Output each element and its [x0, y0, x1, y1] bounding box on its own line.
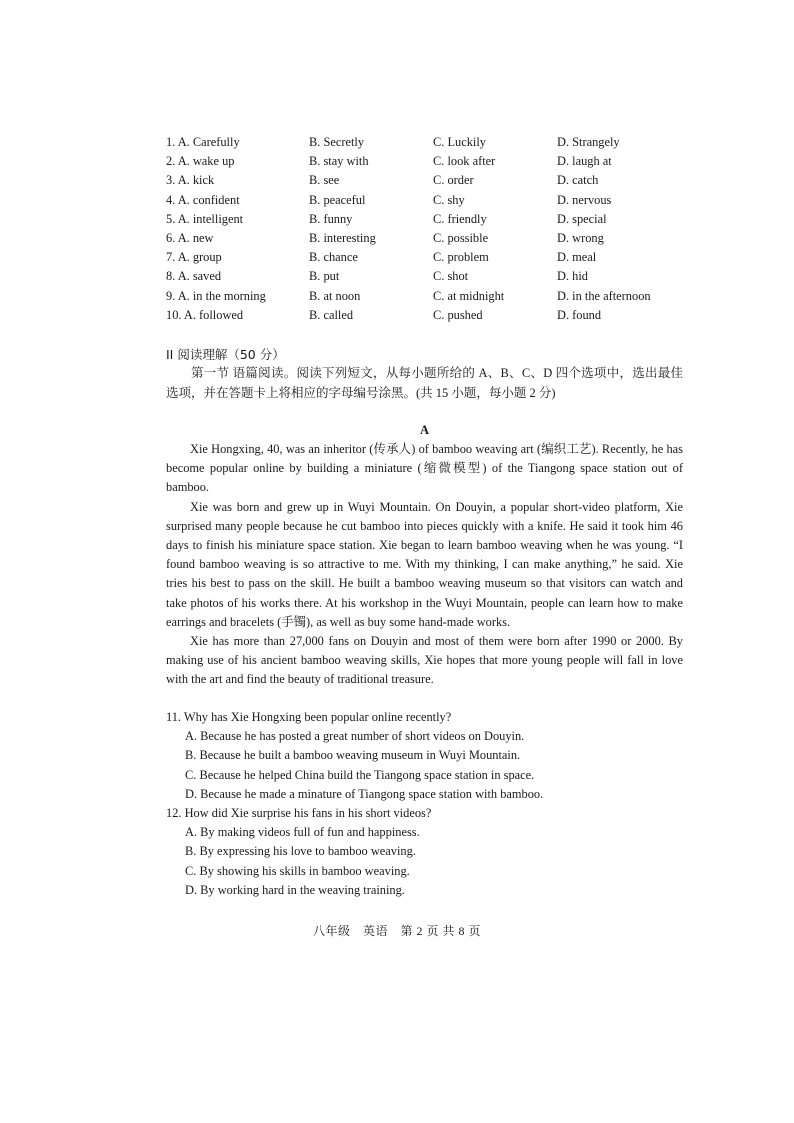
- option-row-8: [166, 267, 726, 286]
- option-d: D. special: [557, 211, 607, 226]
- passage-paragraph: Xie was born and grew up in Wuyi Mountain. On Douyin, a popular short-video platform, Xie surprised many people because he cut bamboo into pieces quickly with a knife. He said it took him 46 days to finish his miniature space station. Xie began to learn bamboo weaving when he was young. “I found bamboo weaving is so attractive to me. With my thinking, I can make anything,” he said. Xie tries his best to pass on the skill. He built a bamboo weaving museum so that visitors can watch and take photos of his works there. At his workshop in the Wuyi Mountain, people can learn how to make earrings and bracelets (手镯), as well as buy some hand-made works.: [166, 499, 683, 629]
- option-a: 5. A. intelligent: [166, 211, 244, 226]
- option-row-3: [166, 171, 726, 190]
- passage-label: A: [419, 423, 430, 437]
- option-d: D. meal: [557, 250, 597, 265]
- option-b: B. funny: [309, 211, 353, 226]
- answer-choice: C. By showing his skills in bamboo weaving.: [185, 863, 410, 878]
- option-b: B. peaceful: [309, 192, 366, 207]
- option-b: B. chance: [309, 250, 358, 265]
- questions-list: [166, 708, 686, 900]
- question-stem: 11. Why has Xie Hongxing been popular online recently?: [166, 710, 452, 724]
- question-stem: 12. How did Xie surprise his fans in his short videos?: [166, 806, 432, 821]
- passage-paragraph: Xie Hongxing, 40, was an inheritor (传承人) of bamboo weaving art (编织工艺). Recently, he has become popular online by building a miniature (缩微模型) of the Tiangong space station out of bamboo.: [166, 442, 683, 495]
- option-d: D. in the afternoon: [557, 288, 651, 303]
- answer-choice: A. Because he has posted a great number of short videos on Douyin.: [185, 729, 525, 744]
- option-d: D. wrong: [557, 230, 604, 245]
- option-a: 9. A. in the morning: [166, 288, 266, 303]
- reading-passage: [166, 440, 683, 690]
- question-11: [166, 708, 686, 804]
- option-a: 1. A. Carefully: [166, 135, 240, 149]
- option-d: D. catch: [557, 173, 599, 188]
- option-row-7: [166, 248, 726, 267]
- answer-choice: B. By expressing his love to bamboo weaving.: [185, 844, 416, 859]
- answer-choice: D. By working hard in the weaving training.: [185, 882, 405, 897]
- option-a: 4. A. confident: [166, 192, 240, 207]
- passage-paragraph: Xie has more than 27,000 fans on Douyin and most of them were born after 1990 or 2000. By making use of his ancient bamboo weaving skills, Xie hopes that more young people will fall in love with the art and find the beauty of traditional treasure.: [166, 634, 683, 687]
- option-c: C. shy: [433, 192, 465, 207]
- option-b: B. at noon: [309, 288, 361, 303]
- answer-choice: D. Because he made a minature of Tiangong space station with bamboo.: [185, 786, 544, 801]
- option-c: C. look after: [433, 154, 496, 169]
- option-c: C. problem: [433, 250, 489, 265]
- option-c: C. friendly: [433, 211, 487, 226]
- option-row-4: [166, 191, 726, 210]
- question-12: [166, 804, 686, 900]
- page-footer: 八年级 英语 第 2 页 共 8 页: [312, 924, 481, 938]
- option-c: C. order: [433, 173, 474, 188]
- option-d: D. hid: [557, 269, 588, 284]
- option-b: B. put: [309, 269, 340, 284]
- option-b: B. called: [309, 307, 354, 322]
- option-row-6: [166, 229, 726, 248]
- option-a: 8. A. saved: [166, 269, 222, 284]
- option-b: B. stay with: [309, 154, 369, 169]
- option-c: C. shot: [433, 269, 469, 284]
- option-d: D. nervous: [557, 192, 612, 207]
- option-a: 2. A. wake up: [166, 154, 235, 169]
- option-row-10: [166, 306, 726, 325]
- option-a: 3. A. kick: [166, 173, 215, 188]
- option-b: B. Secretly: [309, 135, 365, 149]
- option-b: B. interesting: [309, 230, 376, 245]
- answer-choice: B. Because he built a bamboo weaving museum in Wuyi Mountain.: [185, 748, 521, 763]
- option-c: C. at midnight: [433, 288, 505, 303]
- option-a: 10. A. followed: [166, 307, 244, 322]
- option-row-1: [166, 133, 726, 152]
- option-b: B. see: [309, 173, 340, 188]
- section-heading: II 阅读理解（50 分）: [166, 347, 285, 362]
- cloze-options-table: [166, 133, 726, 325]
- option-d: D. Strangely: [557, 135, 620, 149]
- option-row-2: [166, 152, 726, 171]
- section-instructions: 第一节 语篇阅读。阅读下列短文，从每小题所给的 A、B、C、D 四个选项中，选出最佳选项，并在答题卡上将相应的字母编号涂黑。(共 15 小题，每小题 2 分): [166, 366, 683, 400]
- option-a: 6. A. new: [166, 230, 214, 245]
- option-d: D. found: [557, 307, 602, 322]
- option-d: D. laugh at: [557, 154, 612, 169]
- option-c: C. pushed: [433, 307, 483, 322]
- option-row-5: [166, 210, 726, 229]
- answer-choice: A. By making videos full of fun and happiness.: [185, 825, 420, 840]
- option-c: C. possible: [433, 230, 489, 245]
- option-row-9: [166, 287, 726, 306]
- option-a: 7. A. group: [166, 250, 222, 265]
- option-c: C. Luckily: [433, 135, 486, 149]
- answer-choice: C. Because he helped China build the Tiangong space station in space.: [185, 767, 535, 782]
